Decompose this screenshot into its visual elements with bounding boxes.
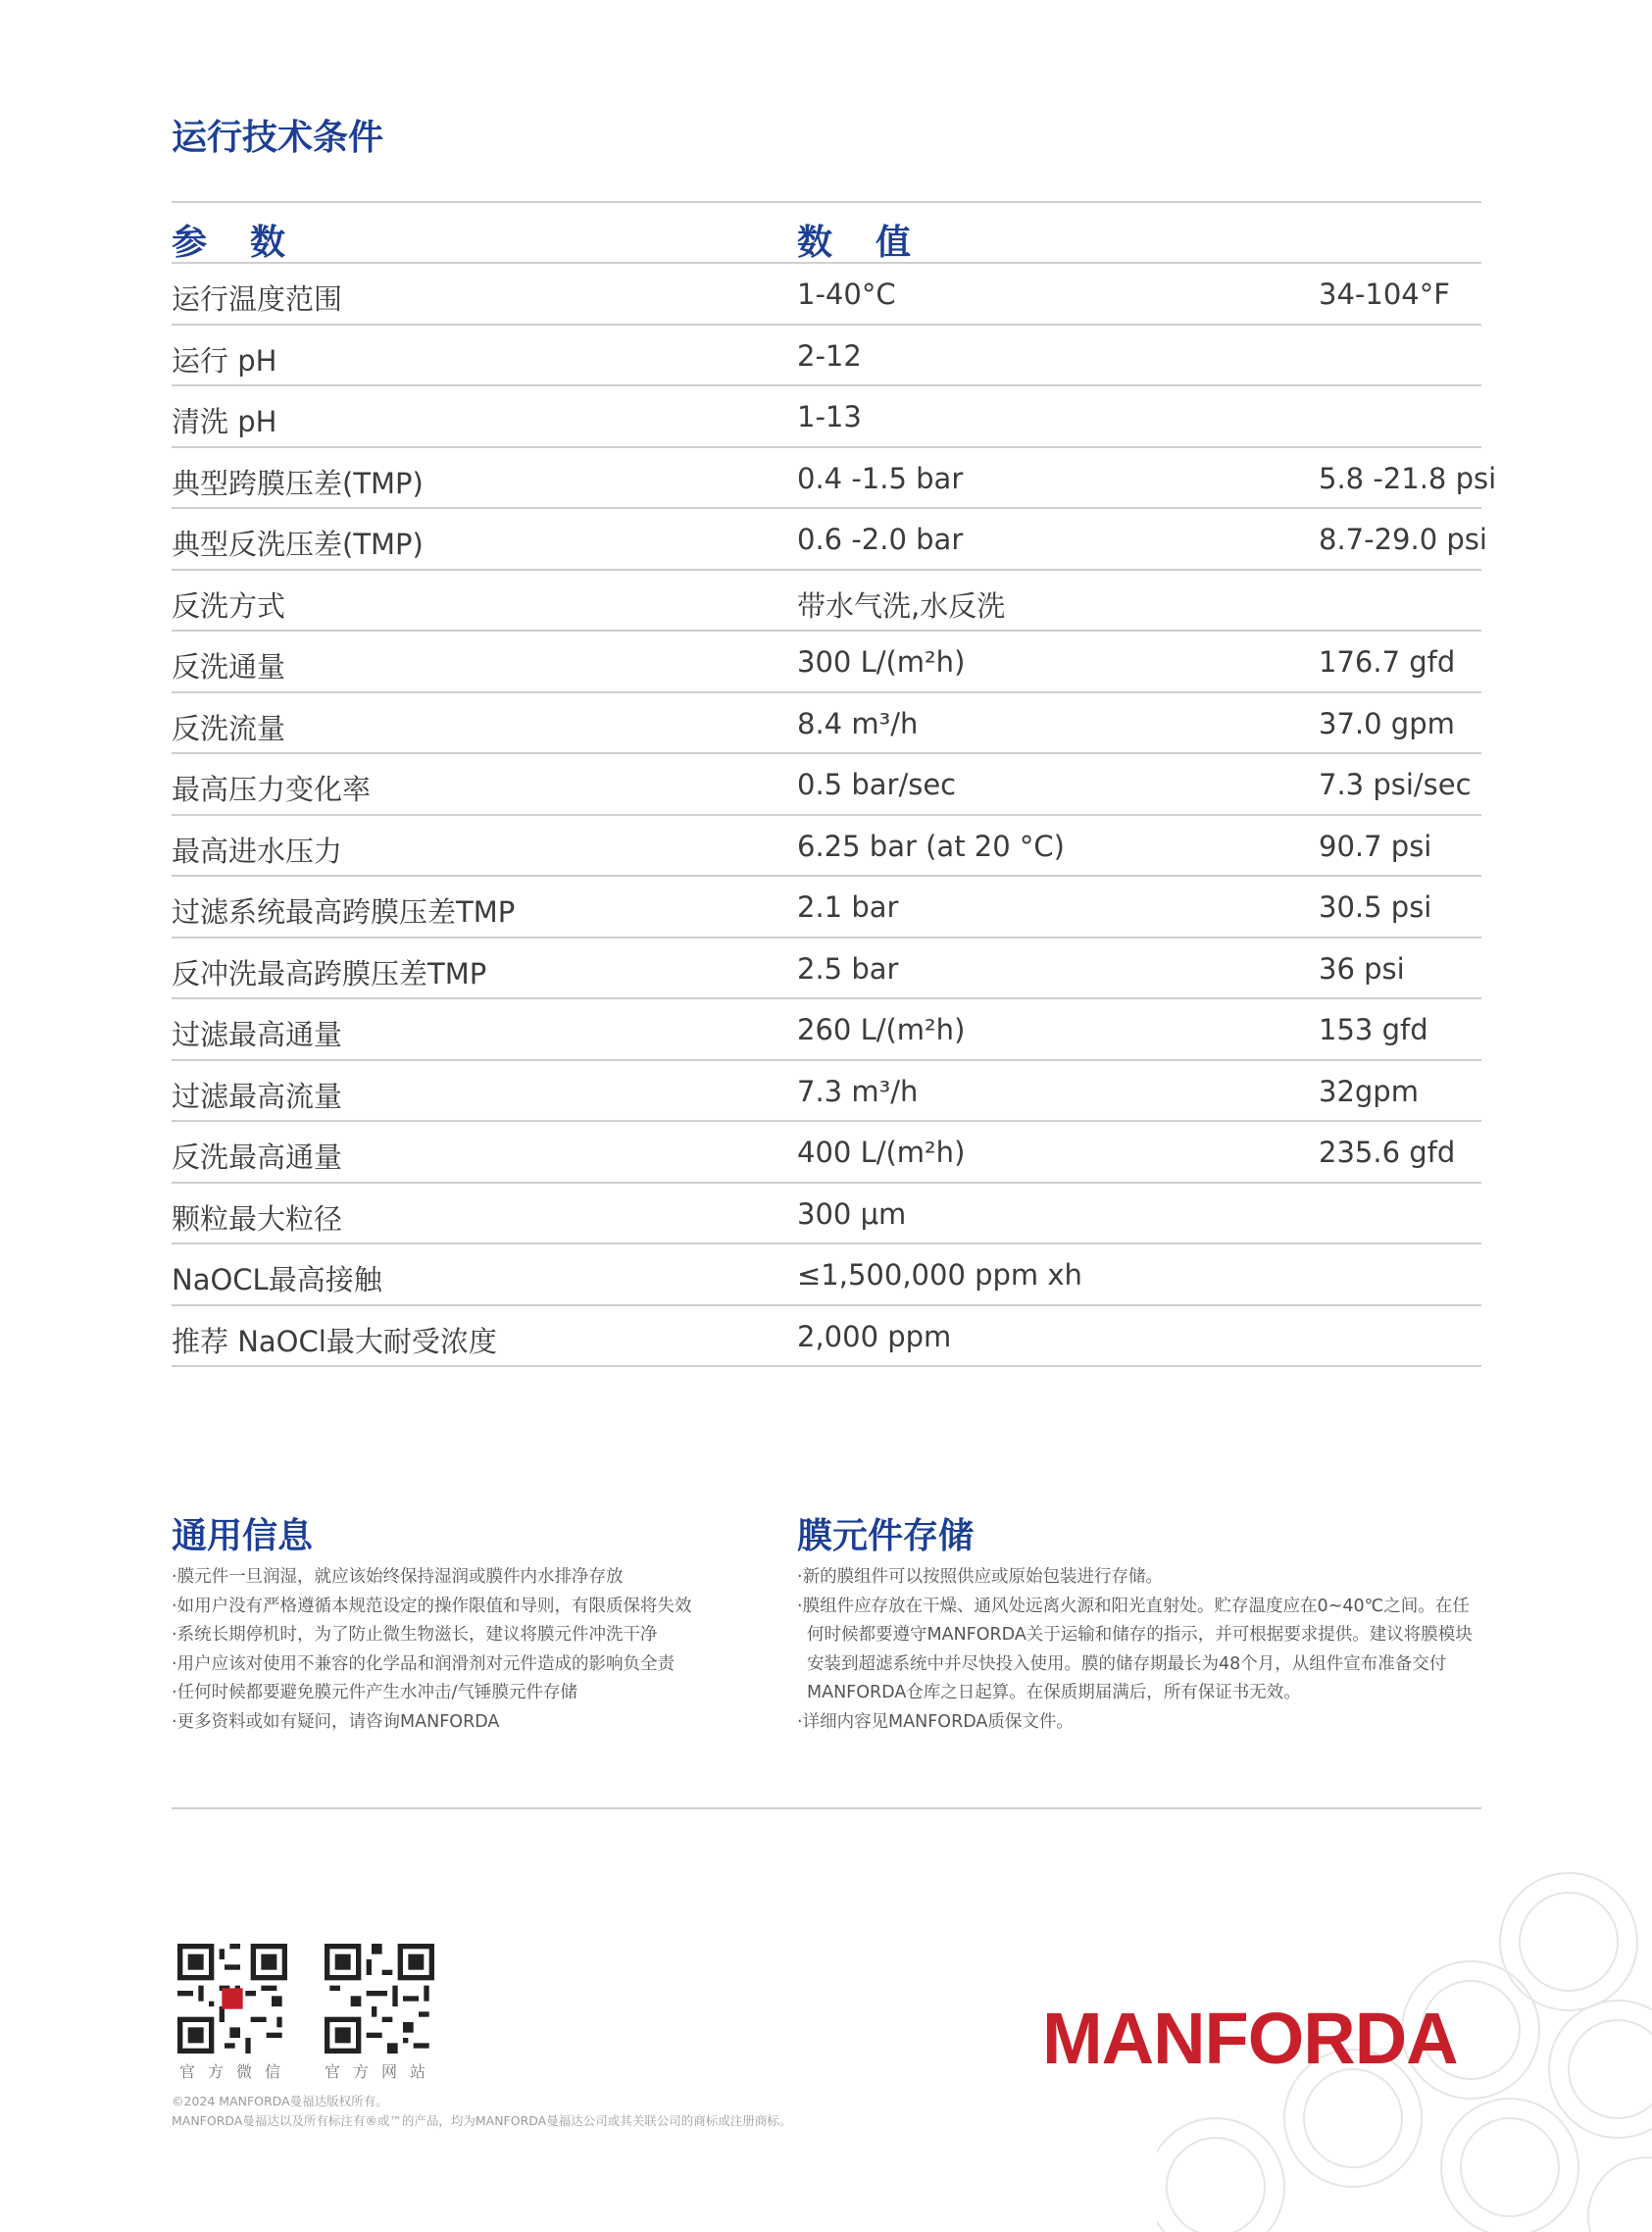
table-row: [172, 448, 1497, 510]
list-item: ·系统长期停机时，为了防止微生物滋长，建议将膜元件冲洗干净: [172, 1625, 658, 1645]
param-cell: 清洗 pH: [172, 405, 277, 438]
metric-value-cell: 2.1 bar: [797, 890, 899, 924]
param-cell: 反冲洗最高跨膜压差TMP: [172, 956, 487, 990]
table-row: [172, 754, 1481, 816]
table-row: [172, 938, 1481, 1000]
metric-value-cell: ≤1,500,000 ppm xh: [797, 1258, 1082, 1292]
imperial-value-cell: 32gpm: [1319, 1074, 1419, 1108]
metric-value-cell: 260 L/(m²h): [797, 1013, 966, 1046]
list-item: ·详细内容见MANFORDA质保文件。: [797, 1711, 1074, 1732]
storage-info-title: 膜元件存储: [797, 1516, 975, 1556]
param-cell: 运行 pH: [172, 343, 277, 378]
wechat-qr-code: [177, 1944, 287, 2054]
metric-value-cell: 带水气洗,水反洗: [797, 588, 1006, 623]
metric-value-cell: 1-13: [797, 400, 862, 433]
website-qr-label: 官方网站: [325, 2062, 439, 2081]
metric-value-cell: 8.4 m³/h: [797, 706, 919, 740]
param-cell: 反洗流量: [172, 711, 286, 745]
param-cell: 典型跨膜压差(TMP): [172, 466, 424, 500]
table-row: [172, 816, 1481, 878]
imperial-value-cell: 30.5 psi: [1319, 890, 1432, 924]
storage-info-list: [797, 1563, 1483, 1737]
list-item: ·用户应该对使用不兼容的化学品和润滑剂对元件造成的影响负全责: [172, 1653, 676, 1674]
table-row: [172, 264, 1481, 326]
table-row: [172, 1122, 1481, 1184]
metric-value-cell: 1-40°C: [797, 278, 896, 311]
imperial-value-cell: 8.7-29.0 psi: [1319, 523, 1487, 556]
list-item: ·任何时候都要避免膜元件产生水冲击/气锤膜元件存储: [172, 1683, 577, 1702]
list-item: ·新的膜组件可以按照供应或原始包装进行存储。: [797, 1567, 1164, 1587]
metric-value-cell: 300 L/(m²h): [797, 645, 966, 679]
imperial-value-cell: 7.3 psi/sec: [1319, 768, 1472, 801]
metric-value-cell: 300 μm: [797, 1196, 907, 1231]
table-row: [172, 386, 1481, 448]
metric-value-cell: 0.4 -1.5 bar: [797, 461, 964, 495]
list-item: ·膜元件一旦润湿，就应该始终保持湿润或膜件内水排净存放: [172, 1567, 624, 1587]
param-cell: 最高进水压力: [172, 834, 343, 868]
table-row: [172, 1244, 1481, 1306]
table-row: [172, 1306, 1481, 1368]
param-cell: 运行温度范围: [172, 282, 343, 316]
copyright-line: ©2024 MANFORDA曼福达版权所有。: [172, 2094, 388, 2108]
param-cell: 过滤最高流量: [172, 1079, 343, 1113]
metric-value-cell: 2-12: [797, 338, 862, 373]
manforda-logo: MANFORDA: [1042, 1998, 1458, 2079]
metric-value-cell: 400 L/(m²h): [797, 1136, 966, 1169]
table-row: [172, 877, 1481, 938]
table-row: [172, 632, 1481, 693]
website-qr-code: [325, 1944, 434, 2054]
table-row: [172, 509, 1487, 571]
metric-value-cell: 0.5 bar/sec: [797, 768, 957, 801]
wechat-qr-label: 官方微信: [179, 2062, 294, 2081]
imperial-value-cell: 37.0 gpm: [1319, 706, 1455, 740]
table-row: [172, 999, 1481, 1061]
section-title: 运行技术条件: [172, 118, 384, 158]
trademark-line: MANFORDA曼福达以及所有标注有®或™的产品，均为MANFORDA曼福达公司或其关联公司的商标或注册商标。: [172, 2113, 792, 2128]
spec-table-header: [172, 203, 1481, 264]
general-info-list: [172, 1563, 779, 1737]
param-cell: 典型反洗压差(TMP): [172, 528, 424, 561]
imperial-value-cell: 34-104°F: [1319, 278, 1450, 311]
param-cell: 反洗通量: [172, 650, 286, 684]
table-row: [172, 1061, 1481, 1123]
table-row: [172, 693, 1481, 755]
table-row: [172, 1184, 1481, 1245]
metric-value-cell: 2,000 ppm: [797, 1319, 952, 1353]
param-cell: NaOCL最高接触: [172, 1263, 382, 1296]
list-item: ·更多资料或如有疑问，请咨询MANFORDA: [172, 1711, 500, 1732]
param-cell: 过滤系统最高跨膜压差TMP: [172, 895, 516, 929]
param-cell: 反洗最高通量: [172, 1141, 343, 1174]
header-value: 数值: [797, 223, 955, 263]
table-row: [172, 326, 1481, 387]
general-info-title: 通用信息: [172, 1516, 314, 1556]
footer-divider: [172, 1807, 1481, 1809]
param-cell: 推荐 NaOCl最大耐受浓度: [172, 1324, 497, 1358]
imperial-value-cell: 176.7 gfd: [1319, 645, 1456, 679]
metric-value-cell: 7.3 m³/h: [797, 1074, 919, 1108]
param-cell: 反洗方式: [172, 588, 286, 623]
param-cell: 过滤最高通量: [172, 1018, 343, 1051]
imperial-value-cell: 90.7 psi: [1319, 829, 1432, 863]
param-cell: 颗粒最大粒径: [172, 1201, 343, 1236]
copyright-notice: [172, 2092, 791, 2131]
imperial-value-cell: 235.6 gfd: [1319, 1136, 1456, 1169]
param-cell: 最高压力变化率: [172, 773, 372, 806]
header-parameter: 参数: [172, 223, 329, 263]
table-row: [172, 571, 1481, 633]
spec-table: [172, 201, 1497, 1367]
metric-value-cell: 6.25 bar (at 20 °C): [797, 829, 1065, 863]
imperial-value-cell: 153 gfd: [1319, 1013, 1428, 1046]
list-item: ·如用户没有严格遵循本规范设定的操作限值和导则，有限质保将失效: [172, 1596, 692, 1616]
metric-value-cell: 0.6 -2.0 bar: [797, 523, 964, 556]
list-item: ·膜组件应存放在干燥、通风处远离火源和阳光直射处。贮存温度应在0~40℃之间。在任何时候都要遵守MANFORDA关于运输和储存的指示，并可根据要求提供。建议将膜模块安装到超滤系统中并尽快投入使用。膜的储存期最长为48个月，从组件宣布准备交付MANFORDA仓库之日起算。在保质期届满后，所有保证书无效。: [797, 1596, 1473, 1702]
imperial-value-cell: 36 psi: [1319, 951, 1405, 986]
metric-value-cell: 2.5 bar: [797, 951, 899, 986]
imperial-value-cell: 5.8 -21.8 psi: [1319, 461, 1497, 495]
